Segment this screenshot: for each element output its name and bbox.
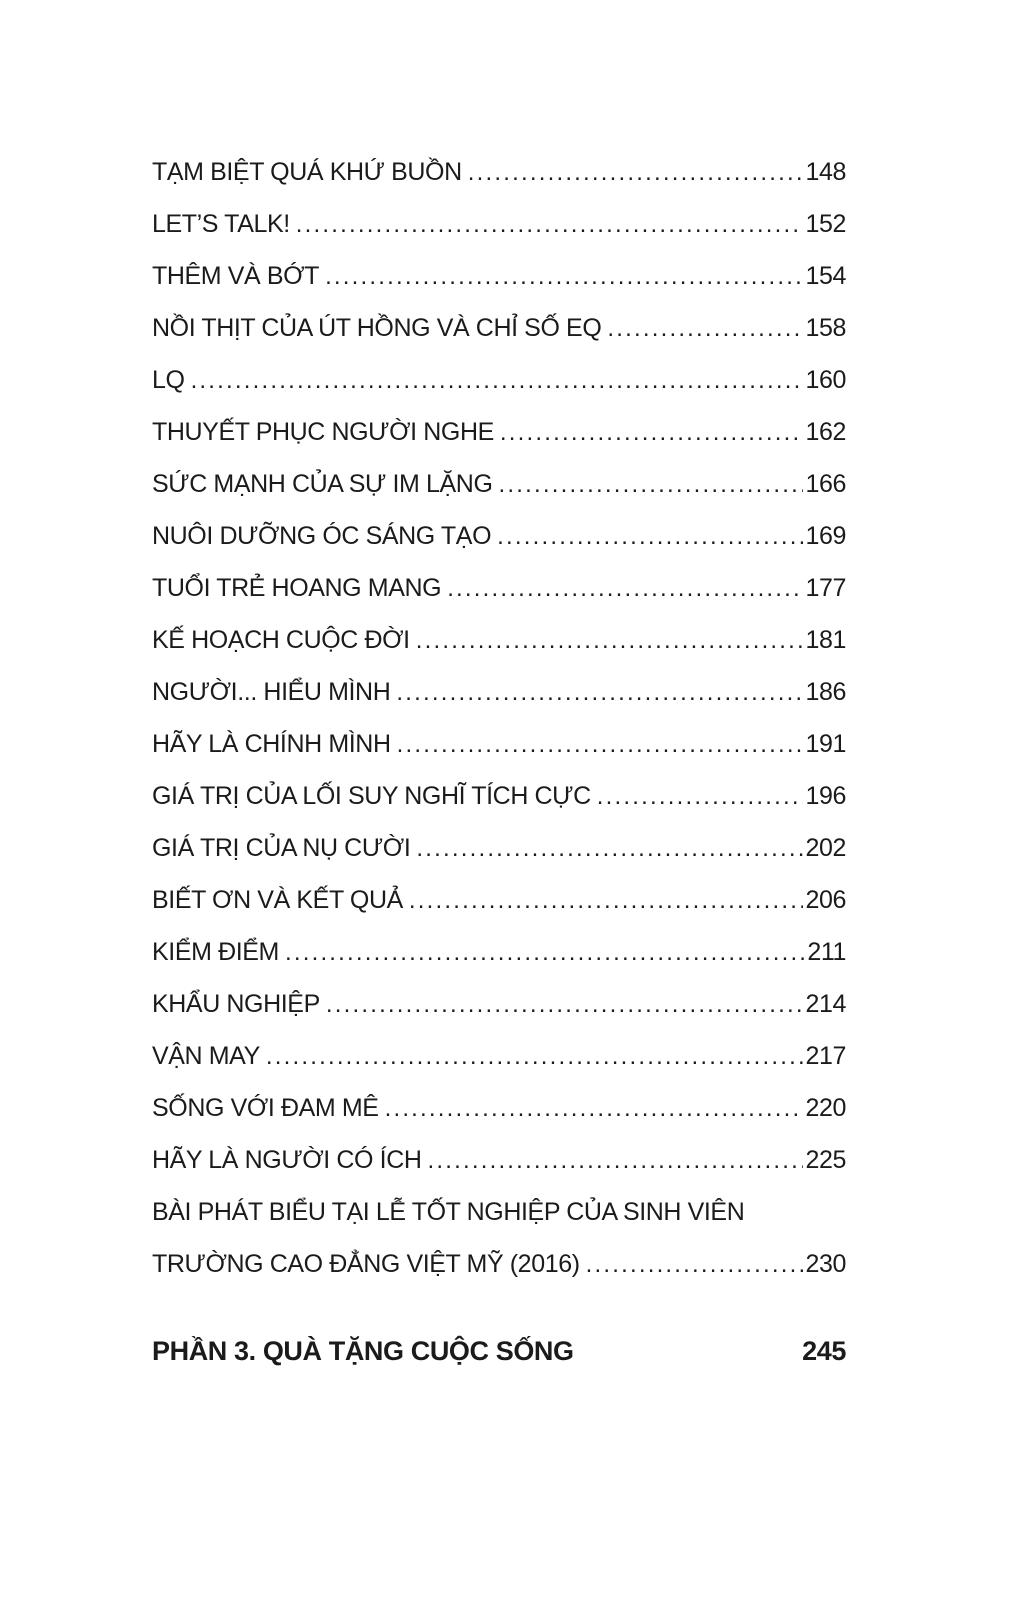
toc-entry-page: 166 bbox=[805, 470, 846, 498]
toc-entry bbox=[152, 990, 846, 1042]
dot-leader bbox=[447, 574, 803, 603]
toc-entry-title: HÃY LÀ CHÍNH MÌNH bbox=[152, 730, 391, 758]
section-page: 245 bbox=[802, 1336, 846, 1366]
toc-entry bbox=[152, 1146, 846, 1198]
toc-entry-page: 160 bbox=[805, 366, 846, 394]
toc-entry bbox=[152, 938, 846, 990]
toc-entry-title: LET’S TALK! bbox=[152, 210, 290, 238]
toc-entry-page: 225 bbox=[805, 1146, 846, 1174]
dot-leader bbox=[468, 158, 804, 187]
section-footer bbox=[152, 1336, 846, 1367]
dot-leader bbox=[285, 938, 805, 967]
toc-entry bbox=[152, 418, 846, 470]
toc-entry-page: 191 bbox=[805, 730, 846, 758]
dot-leader bbox=[416, 834, 803, 863]
toc-entry-page: 206 bbox=[805, 886, 846, 914]
dot-leader bbox=[416, 626, 804, 655]
toc-entry-page: 169 bbox=[805, 522, 846, 550]
toc-entry bbox=[152, 886, 846, 938]
toc-entry-page: 220 bbox=[805, 1094, 846, 1122]
dot-leader bbox=[586, 1250, 804, 1279]
toc-entry bbox=[152, 834, 846, 886]
toc-entry-title: THUYẾT PHỤC NGƯỜI NGHE bbox=[152, 418, 494, 446]
toc-entry bbox=[152, 470, 846, 522]
toc-entry-title: VẬN MAY bbox=[152, 1042, 260, 1070]
toc-entry-page: 217 bbox=[805, 1042, 846, 1070]
toc-entry-title: BÀI PHÁT BIỂU TẠI LỄ TỐT NGHIỆP CỦA SINH VIÊN bbox=[152, 1198, 745, 1226]
toc-entry-title: KẾ HOẠCH CUỘC ĐỜI bbox=[152, 626, 410, 654]
toc-entry-title: GIÁ TRỊ CỦA LỐI SUY NGHĨ TÍCH CỰC bbox=[152, 782, 591, 810]
dot-leader bbox=[397, 730, 804, 759]
dot-leader bbox=[607, 314, 803, 343]
dot-leader bbox=[325, 262, 803, 291]
toc-entry-title: BIẾT ƠN VÀ KẾT QUẢ bbox=[152, 886, 403, 914]
toc-entry bbox=[152, 314, 846, 366]
toc-entry bbox=[152, 158, 846, 210]
toc-entry bbox=[152, 678, 846, 730]
toc-entry bbox=[152, 626, 846, 678]
toc-entry-page: 230 bbox=[805, 1250, 846, 1278]
toc-entry bbox=[152, 574, 846, 626]
toc-entry-page: 152 bbox=[805, 210, 846, 238]
toc-entry-page: 162 bbox=[805, 418, 846, 446]
toc-entry-title: TRƯỜNG CAO ĐẲNG VIỆT MỸ (2016) bbox=[152, 1250, 580, 1278]
toc-entry bbox=[152, 522, 846, 574]
toc-entry bbox=[152, 210, 846, 262]
toc-entry-title: NỒI THỊT CỦA ÚT HỒNG VÀ CHỈ SỐ EQ bbox=[152, 314, 602, 342]
toc-entry bbox=[152, 730, 846, 782]
toc-entry bbox=[152, 1094, 846, 1146]
dot-leader bbox=[385, 1094, 804, 1123]
toc-entry bbox=[152, 1250, 846, 1302]
dot-leader bbox=[497, 522, 803, 551]
toc-entry-page: 211 bbox=[807, 938, 846, 966]
toc-entry bbox=[152, 1042, 846, 1094]
dot-leader bbox=[191, 366, 804, 395]
toc-entry-page: 186 bbox=[805, 678, 846, 706]
toc-entry-title: NUÔI DƯỠNG ÓC SÁNG TẠO bbox=[152, 522, 492, 550]
toc-entry-title: KIỂM ĐIỂM bbox=[152, 938, 279, 966]
dot-leader bbox=[266, 1042, 804, 1071]
toc-entry-page: 214 bbox=[805, 990, 846, 1018]
toc-entry-title: SỐNG VỚI ĐAM MÊ bbox=[152, 1094, 379, 1122]
dot-leader bbox=[500, 418, 804, 447]
toc-entry-title: KHẨU NGHIỆP bbox=[152, 990, 320, 1018]
toc-entry-page: 181 bbox=[805, 626, 846, 654]
dot-leader bbox=[499, 470, 804, 499]
toc-entry-page: 154 bbox=[805, 262, 846, 290]
toc-entry-title: THÊM VÀ BỚT bbox=[152, 262, 320, 290]
toc-list bbox=[152, 158, 846, 1302]
toc-entry bbox=[152, 782, 846, 834]
dot-leader bbox=[396, 678, 803, 707]
section-heading: PHẦN 3. QUÀ TẶNG CUỘC SỐNG bbox=[152, 1336, 574, 1366]
toc-entry-title: TUỔI TRẺ HOANG MANG bbox=[152, 574, 442, 602]
toc-entry bbox=[152, 1198, 846, 1250]
toc-entry-title: TẠM BIỆT QUÁ KHỨ BUỒN bbox=[152, 158, 462, 186]
toc-entry-page: 148 bbox=[805, 158, 846, 186]
dot-leader bbox=[428, 1146, 804, 1175]
toc-entry-title: GIÁ TRỊ CỦA NỤ CƯỜI bbox=[152, 834, 411, 862]
toc-entry bbox=[152, 366, 846, 418]
dot-leader bbox=[296, 210, 804, 239]
toc-entry-page: 196 bbox=[805, 782, 846, 810]
toc-entry-title: SỨC MẠNH CỦA SỰ IM LẶNG bbox=[152, 470, 493, 498]
toc-entry bbox=[152, 262, 846, 314]
dot-leader bbox=[597, 782, 804, 811]
toc-entry-title: LQ bbox=[152, 366, 185, 394]
dot-leader bbox=[326, 990, 804, 1019]
toc-entry-page: 158 bbox=[805, 314, 846, 342]
toc-entry-page: 202 bbox=[805, 834, 846, 862]
dot-leader bbox=[409, 886, 804, 915]
toc-entry-title: NGƯỜI... HIỂU MÌNH bbox=[152, 678, 391, 706]
toc-entry-title: HÃY LÀ NGƯỜI CÓ ÍCH bbox=[152, 1146, 422, 1174]
toc-entry-page: 177 bbox=[805, 574, 846, 602]
